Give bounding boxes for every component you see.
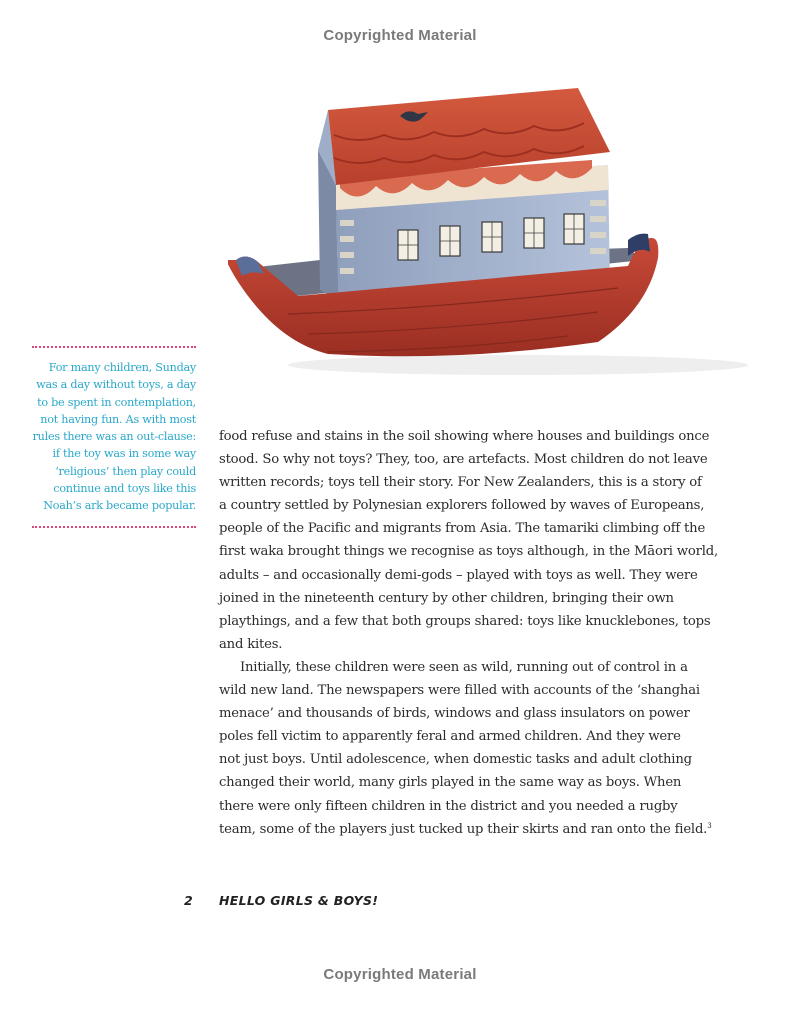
copyright-watermark-top: Copyrighted Material [323, 27, 477, 44]
copyright-watermark-bottom: Copyrighted Material [323, 966, 477, 983]
text-line: not just boys. Until adolescence, when domestic tasks and adult clothing [219, 752, 692, 768]
text-line: joined in the nineteenth century by other children, bringing their own [219, 590, 674, 606]
text-line: wild new land. The newspapers were filled with accounts of the ‘shanghai [219, 683, 700, 699]
main-body-text [219, 425, 718, 841]
text-line: stood. So why not toys? They, too, are artefacts. Most children do not leave [219, 452, 708, 468]
caption-line: For many children, Sunday [48, 361, 196, 374]
caption-line: was a day without toys, a day [36, 378, 196, 392]
caption-line: not having fun. As with most [40, 412, 196, 426]
sidebar-caption-text [32, 359, 196, 515]
noahs-ark-figure [228, 80, 768, 380]
sidebar-caption [32, 346, 196, 528]
caption-line: ‘religious’ then play could [55, 464, 196, 478]
caption-line: if the toy was in some way [52, 447, 196, 461]
text-line: a country settled by Polynesian explorers followed by waves of Europeans, [219, 498, 705, 514]
text-line-last [219, 818, 712, 841]
text-line: Initially, these children were seen as wild, running out of control in a [240, 659, 688, 675]
text-line: people of the Pacific and migrants from Asia. The tamariki climbing off the [219, 521, 706, 537]
caption-line: Noah’s ark became popular. [43, 499, 196, 513]
paragraph-2 [219, 656, 712, 841]
text-line: first waka brought things we recognise as toys although, in the Māori world, [219, 544, 718, 560]
text-line: adults – and occasionally demi-gods – played with toys as well. They were [219, 567, 698, 583]
text-line-content: team, some of the players just tucked up their skirts and ran onto the field. [219, 821, 708, 837]
running-head-title: HELLO GIRLS & BOYS! [219, 893, 379, 908]
paragraph-1 [219, 425, 718, 656]
caption-line: rules there was an out-clause: [32, 430, 196, 444]
text-line: poles fell victim to apparently feral and armed children. And they were [219, 729, 681, 745]
text-line: food refuse and stains in the soil showing where houses and buildings once [219, 429, 710, 444]
footnote-reference[interactable]: 3 [707, 821, 712, 830]
text-line: playthings, and a few that both groups shared: toys like knucklebones, tops [219, 613, 711, 629]
text-line: changed their world, many girls played in the same way as boys. When [219, 775, 682, 791]
text-line: written records; toys tell their story. For New Zealanders, this is a story of [219, 475, 702, 491]
text-line: there were only fifteen children in the district and you needed a rugby [219, 798, 678, 814]
page-number: 2 [184, 893, 193, 908]
text-line: menace’ and thousands of birds, windows and glass insulators on power [219, 706, 690, 722]
caption-line: continue and toys like this [53, 482, 196, 496]
caption-line: to be spent in contemplation, [37, 395, 196, 409]
text-line: and kites. [219, 636, 283, 652]
